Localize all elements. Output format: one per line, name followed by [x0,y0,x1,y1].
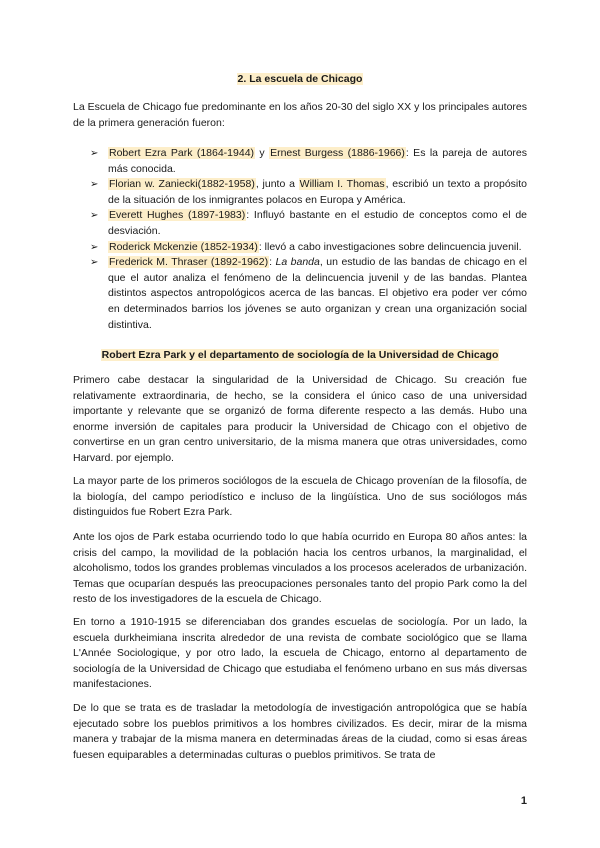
intro-paragraph: La Escuela de Chicago fue predominante en los años 20-30 del siglo XX y los principales autores de la primera generación fueron: [73,101,527,129]
subtitle-highlight: Robert Ezra Park y el departamento de sociología de la Universidad de Chicago [101,349,499,361]
authors-list [73,146,527,333]
body-paragraph: De lo que se trata es de trasladar la metodología de investigación antropológica que se había ejecutado sobre los pueblos primitivos a los hombres civilizados. Es decir, mirar de la misma manera y trabajar de la misma manera en determinadas áreas de la ciudad, como si esas áreas fuesen equiparables a determinadas culturas o pueblos primitivos. Se trata de [73,702,527,761]
list-item [73,208,527,239]
section-title [73,72,527,86]
arrow-right-icon: ➢ [90,179,99,191]
list-item [73,240,527,256]
author-name: Ernest Burgess (1886-1966) [270,147,405,159]
body-paragraph: Ante los ojos de Park estaba ocurriendo todo lo que había ocurrido en Europa 80 años antes: la crisis del campo, la movilidad de la población hacia los centros urbanos, la marginalidad, el alcoholismo, todos los grandes problemas vinculados a los procesos acelerados de urbanización. Temas que ocuparían después las preocupaciones personales tanto del propio Park como la del resto de los investigadores de la escuela de Chicago. [73,531,527,606]
author-description: , un estudio de las bandas de chicago en el que el autor analiza el fenómeno de la delincuencia juvenil y de las bandas. Plantea distintos aspectos antropológicos acerca de las bancas. El objetivo era poder ver cómo en determinados barrios los jóvenes se auto organizan y crean una organización social distintiva. [108,256,527,331]
title-highlight: 2. La escuela de Chicago [237,73,363,85]
connector-text: y [255,147,270,159]
body-paragraph: Primero cabe destacar la singularidad de la Universidad de Chicago. Su creación fue relativamente extraordinaria, de hecho, se la considera el único caso de una universidad importante y relevante que se organizó de forma diferente respecto a las demás. Hubo una enorme inversión de capitales para producir la Universidad de Chicago con el objetivo de convertirse en un gran centro universitario, de la misma manera que otras universidades, como Harvard. por ejemplo. [73,374,527,464]
arrow-right-icon: ➢ [90,148,99,159]
author-name: Florian w. Zaniecki(1882-1958) [109,178,255,191]
page-number: 1 [520,795,527,807]
author-name: Frederick M. Thraser (1892-1962) [109,256,269,269]
author-name: Roderick Mckenzie (1852-1934) [109,240,258,253]
section-subtitle [73,348,527,362]
author-name: Robert Ezra Park (1864-1944) [109,147,255,159]
arrow-right-icon: ➢ [90,210,99,222]
author-name: Everett Hughes (1897-1983) [109,209,246,222]
body-paragraph: En torno a 1910-1915 se diferenciaban dos grandes escuelas de sociología. Por un lado, la escuela durkheimiana inscrita alrededor de una revista de combate sociológico que se llama L'Année Sociologique, y por otro lado, la escuela de Chicago, entorno al departamento de sociología de la Universidad de Chicago que estudiaba el fenómeno urbano en sus más diversas manifestaciones. [73,616,527,691]
author-name: William I. Thomas [299,178,385,191]
list-item [73,255,527,333]
connector-text: , junto a [255,178,299,191]
arrow-right-icon: ➢ [90,257,99,269]
list-item [73,146,527,177]
separator-text: : [269,256,276,269]
book-title: La banda [275,256,320,269]
list-item [73,177,527,208]
arrow-right-icon: ➢ [90,241,99,253]
body-paragraph: La mayor parte de los primeros sociólogos de la escuela de Chicago provenían de la filosofía, de la biología, del campo periodístico e incluso de la lingüística. Uno de sus sociólogos más distinguidos fue Robert Ezra Park. [73,475,527,519]
author-description: : llevó a cabo investigaciones sobre delincuencia juvenil. [258,240,522,253]
author-description: : Influyó bastante en el estudio de conceptos como el de desviación. [108,209,527,237]
author-description: , escribió un texto a propósito de la situación de los inmigrantes polacos en Europa y América. [108,178,527,206]
author-description: : Es la pareja de autores más conocida. [108,147,528,175]
